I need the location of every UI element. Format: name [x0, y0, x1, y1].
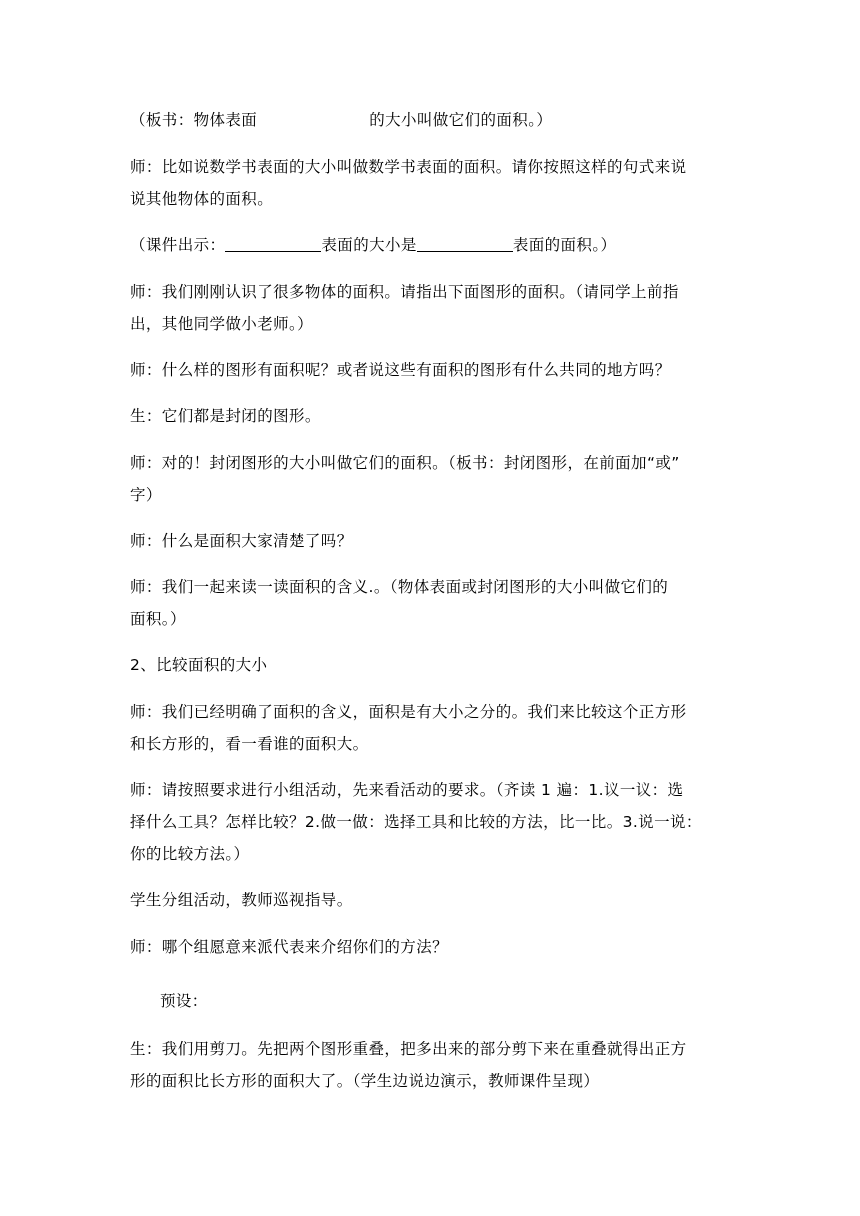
paragraph-line: 师：什么是面积大家清楚了吗？ [130, 532, 353, 550]
paragraph-line: 你的比较方法。） [130, 845, 250, 863]
paragraph-line: 师：请按照要求进行小组活动，先来看活动的要求。（齐读 1 遍：1.议一议：选 [130, 781, 684, 799]
paragraph-line: 和长方形的，看一看谁的面积大。 [130, 735, 369, 753]
fill-blank [225, 235, 321, 252]
paragraph-line: 面积。） [130, 610, 186, 628]
paragraph-line: 出，其他同学做小老师。） [130, 315, 314, 333]
paragraph-line: 说其他物体的面积。 [130, 190, 274, 208]
text-span: 表面的面积。） [512, 236, 617, 254]
paragraph-line: 生：它们都是封闭的图形。 [130, 407, 321, 425]
text-span: 表面的大小是 [321, 236, 417, 254]
paragraph-line: 字） [130, 486, 162, 504]
paragraph-line: 师：我们刚刚认识了很多物体的面积。请指出下面图形的面积。（请同学上前指 [130, 283, 679, 301]
paragraph-line: 师：哪个组愿意来派代表来介绍你们的方法？ [130, 938, 449, 956]
blackboard-note [130, 109, 552, 131]
paragraph-line: 师：对的！封闭图形的大小叫做它们的面积。（板书：封闭图形，在前面加“或” [130, 454, 680, 472]
paragraph-line: 学生分组活动，教师巡视指导。 [130, 891, 353, 909]
paragraph-line: 师：比如说数学书表面的大小叫做数学书表面的面积。请你按照这样的句式来说 [130, 158, 687, 176]
paragraph-line: 形的面积比长方形的面积大了。（学生边说边演示，教师课件呈现） [130, 1072, 600, 1090]
paragraph-line: 择什么工具？怎样比较？2.做一做：选择工具和比较的方法，比一比。3.说一说： [130, 813, 702, 831]
text-span: （板书：物体表面 [130, 111, 258, 129]
text-span: （课件出示： [130, 236, 226, 254]
section-heading: 2、比较面积的大小 [130, 656, 268, 674]
paragraph-line: 师：什么样的图形有面积呢？或者说这些有面积的图形有什么共同的地方吗？ [130, 361, 671, 379]
fill-blank [417, 235, 513, 252]
courseware-prompt [130, 234, 616, 256]
paragraph-line: 师：我们已经明确了面积的含义，面积是有大小之分的。我们来比较这个正方形 [130, 703, 687, 721]
text-span: 的大小叫做它们的面积。） [369, 111, 553, 129]
paragraph-line: 生：我们用剪刀。先把两个图形重叠，把多出来的部分剪下来在重叠就得出正方 [130, 1040, 687, 1058]
preset-label: 预设： [160, 992, 208, 1010]
paragraph-line: 师：我们一起来读一读面积的含义.。（物体表面或封闭图形的大小叫做它们的 [130, 578, 669, 596]
